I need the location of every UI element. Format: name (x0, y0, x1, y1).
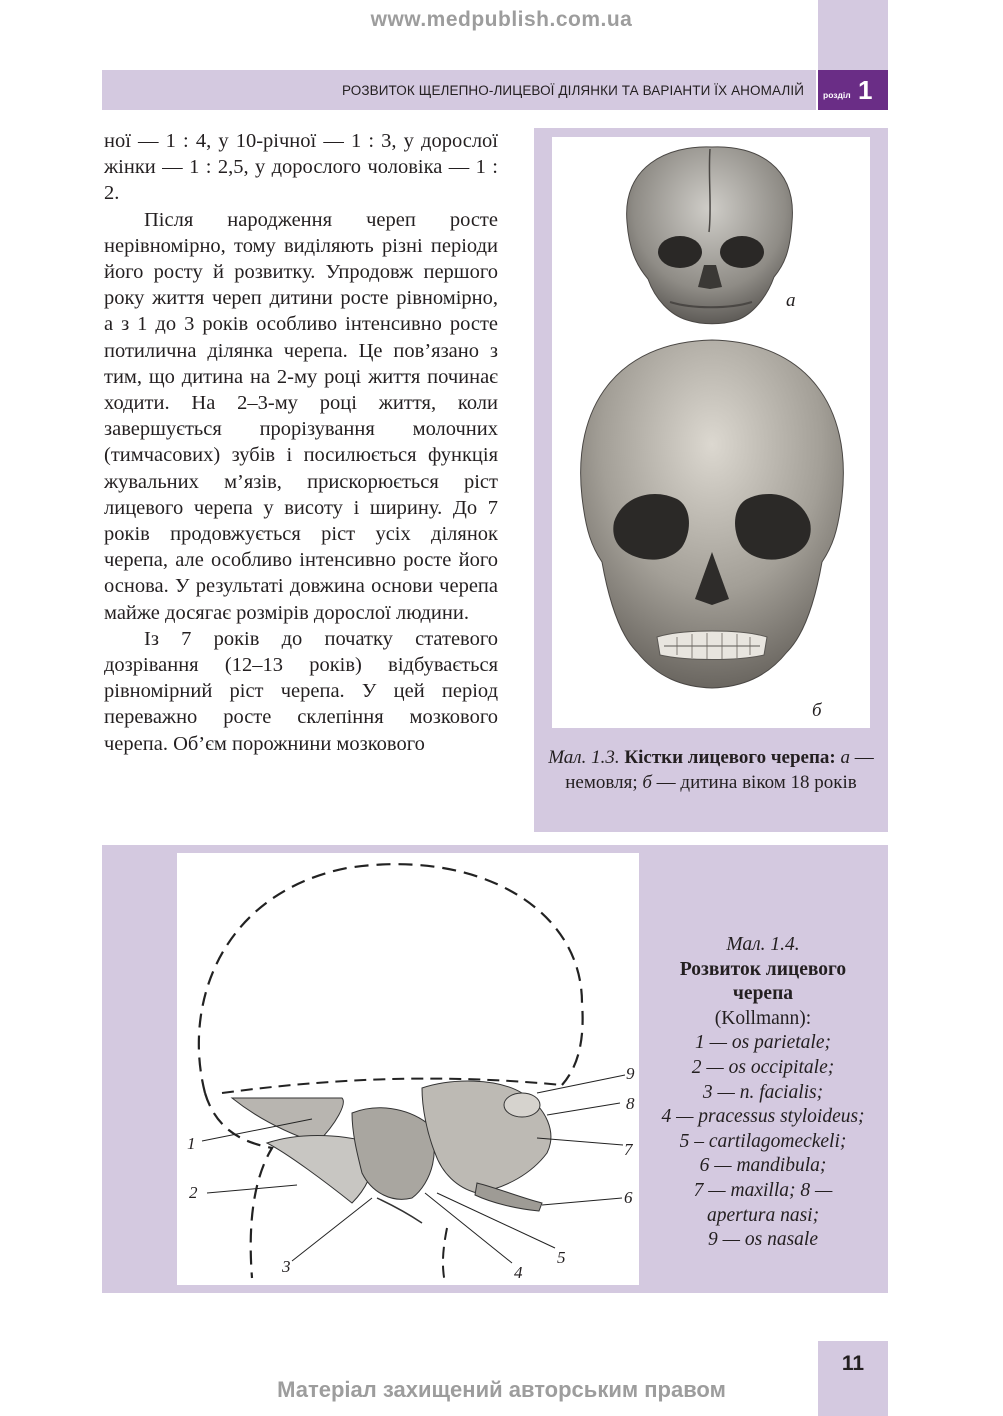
diagram-label-5: 5 (557, 1248, 566, 1267)
caption-text: — дитина віком 18 років (651, 772, 857, 793)
figure-1-3-image (552, 137, 870, 728)
figure-1-4-image (177, 853, 639, 1285)
caption-letter: а (840, 747, 850, 768)
diagram-label-9: 9 (626, 1064, 635, 1083)
legend-item: 8 — apertura nasi; (706, 1179, 833, 1226)
figure-1-3-caption (548, 745, 874, 795)
caption-title: Кістки лицевого черепа: (624, 747, 836, 768)
figure-1-4-caption (660, 933, 866, 1253)
paragraph: Після народження череп росте нерівномірно, тому виділяють різні періоди його росту й розвитку. Упродовж першого року життя череп дитини росте рівномірно, а з 1 до 3 років особливо інтенсивно росте потилична ділянка черепа. Це пов’язано з тим, що дитина на 2-му році життя починає ходити. На 2–3-му році життя, коли завершується прорізування молочних (тимчасових) зубів і посилюється функція жувальних м’язів, прискорюється ріст лицевого черепа у висоту і ширину. До 7 років продовжується ріст усіх ділянок черепа, але особливо інтенсивно росте його основа. У результаті довжина основи черепа майже досягає розмірів дорослої людини. (104, 208, 498, 624)
embryo-structures (232, 1081, 551, 1223)
diagram-label-1: 1 (187, 1134, 196, 1153)
caption-title: Розвиток лицевого черепа (679, 958, 847, 1005)
caption-prefix: Мал. 1.4. (726, 934, 800, 955)
figure-label-a: а (786, 290, 796, 311)
running-header-title: РОЗВИТОК ЩЕЛЕПНО-ЛИЦЕВОЇ ДІЛЯНКИ ТА ВАРІАНТИ ЇХ АНОМАЛІЙ (341, 83, 804, 98)
paragraph: Із 7 років до початку статевого дозрівання (12–13 років) відбувається рівномірний ріст черепа. У цей період переважно росте склепіння мозкового черепа. Об’єм порожнини мозкового (104, 627, 498, 755)
embryo-skull-diagram (177, 853, 639, 1285)
legend-item: 1 — os parietale; (695, 1032, 831, 1054)
running-header (102, 70, 816, 110)
body-text (104, 128, 498, 757)
diagram-label-3: 3 (282, 1257, 291, 1276)
watermark-url: www.medpublish.com.ua (370, 8, 633, 31)
caption-author: (Kollmann): (714, 1007, 812, 1029)
infant-skull (627, 147, 793, 324)
legend-item: 5 – cartilagomeckeli; (679, 1130, 847, 1152)
diagram-label-8: 8 (626, 1094, 635, 1113)
legend-item: 2 — os occipitale; (691, 1056, 835, 1078)
diagram-label-4: 4 (514, 1263, 523, 1282)
chapter-label: розділ (823, 90, 851, 100)
legend-item: 7 — maxilla; (693, 1179, 796, 1201)
legend-item: 6 — mandibula; (699, 1155, 827, 1177)
chapter-badge (818, 70, 888, 110)
caption-letter: б (642, 772, 652, 793)
adult-skull (581, 340, 844, 688)
diagram-label-2: 2 (189, 1183, 198, 1202)
diagram-label-7: 7 (624, 1140, 633, 1159)
page-number: 11 (841, 1352, 865, 1375)
paragraph: ної — 1 : 4, у 10-річної — 1 : 3, у дорослої жінки — 1 : 2,5, у дорослого чоловіка — 1 : 2. (104, 130, 498, 205)
caption-prefix: Мал. 1.3. (548, 747, 620, 768)
legend-item: 4 — pracessus styloideus; (661, 1106, 865, 1128)
skull-illustrations (552, 137, 870, 728)
diagram-label-6: 6 (624, 1188, 633, 1207)
copyright-watermark: Матеріал захищений авторським правом (277, 1377, 726, 1402)
legend-item: 3 — n. facialis; (702, 1081, 824, 1103)
figure-label-b: б (812, 700, 822, 721)
legend-item: 9 — os nasale (708, 1229, 818, 1251)
side-strip (818, 0, 888, 70)
chapter-number: 1 (858, 75, 873, 105)
caption-text: — немовля; (565, 747, 874, 793)
